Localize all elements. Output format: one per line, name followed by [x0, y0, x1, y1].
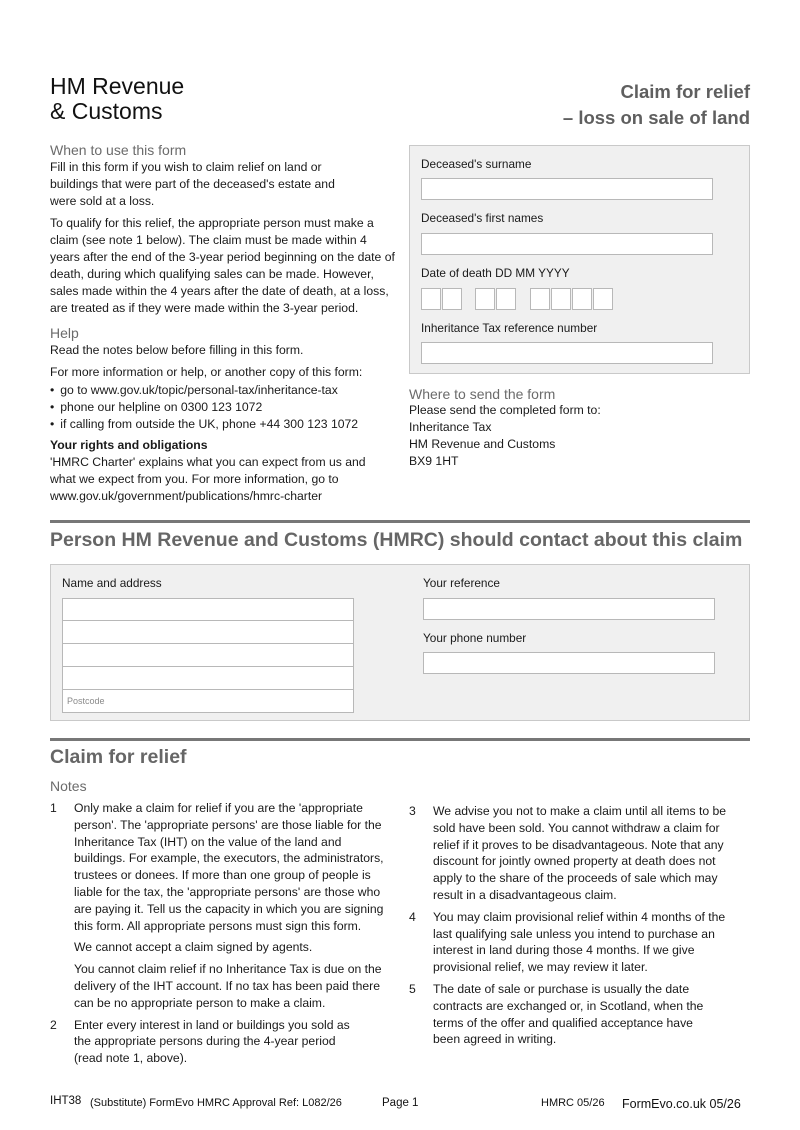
- logo-line2: & Customs: [50, 98, 163, 124]
- note-item: [409, 803, 742, 904]
- first-names-label: Deceased's first names: [421, 211, 544, 225]
- where-to-send-line: Please send the completed form to:: [409, 403, 601, 417]
- note-text: Only make a claim for relief if you are the 'appropriate person'. The 'appropriate persons' are those liable for the Inheritance Tax (IHT) on the value of the land and buildings. For example, the executors, the administrators, trustees or donees. If more than one group of people is liable for the tax, the 'appropriate persons' are those who are paying it. Tell us the capacity in which you are signing this form. All appropriate persons must sign this form.: [74, 801, 384, 933]
- surname-input[interactable]: [421, 178, 713, 200]
- rights-heading: Your rights and obligations: [50, 438, 208, 452]
- footer-page-number: Page 1: [382, 1097, 419, 1109]
- postcode-field[interactable]: [62, 690, 354, 713]
- dod-year-box[interactable]: [572, 288, 592, 310]
- help-bullet: • go to www.gov.uk/topic/personal-tax/inheritance-tax: [50, 382, 395, 399]
- your-phone-label: Your phone number: [423, 631, 527, 645]
- help-bullets: [50, 382, 395, 433]
- note-number: 5: [409, 981, 416, 996]
- help-para1: Read the notes below before filling in this form.: [50, 343, 304, 357]
- note-text: You may claim provisional relief within 4 months of the last qualifying sale unless you intend to purchase an interest in land during those 4 months. If we give provisional relief, we may review it later.: [433, 909, 726, 975]
- note-number: 3: [409, 804, 416, 818]
- your-reference-input[interactable]: [423, 598, 715, 620]
- date-of-death-boxes: [421, 288, 613, 315]
- note-text: Enter every interest in land or buildings you sold as the appropriate persons during the 4-year period (read note 1, above).: [74, 1017, 350, 1066]
- when-to-use-para2: To qualify for this relief, the appropriate person must make a claim (see note 1 below). The claim must be made within 4 years after the end of the 3-year period beginning on the date of death, during which qualifying sales can be made. However, sales made within the 4 years after the date of death, at a loss, are treated as if they were made within the 3-year period.: [50, 216, 395, 315]
- section-divider: [50, 738, 750, 741]
- footer-approval-ref: (Substitute) FormEvo HMRC Approval Ref: L082/26: [90, 1097, 342, 1109]
- where-to-send-line: BX9 1HT: [409, 454, 459, 468]
- help-bullet: • phone our helpline on 0300 123 1072: [50, 399, 395, 416]
- when-to-use-heading: When to use this form: [50, 142, 187, 158]
- note-item: [409, 909, 742, 976]
- address-line-4[interactable]: [62, 667, 354, 690]
- where-to-send: [409, 386, 601, 470]
- notes-left-column: [50, 800, 392, 1077]
- logo-line1: HM Revenue: [50, 73, 185, 99]
- form-title: [563, 79, 750, 131]
- note-number: 4: [409, 909, 416, 924]
- postcode-placeholder: Postcode: [67, 696, 105, 706]
- date-of-death-label: Date of death DD MM YYYY: [421, 266, 570, 280]
- help-heading: Help: [50, 325, 79, 341]
- your-phone-input[interactable]: [423, 652, 715, 674]
- iht-reference-input[interactable]: [421, 342, 713, 364]
- footer-hmrc-date: HMRC 05/26: [541, 1097, 605, 1109]
- note-number: 2: [50, 1017, 57, 1032]
- contact-box: [50, 564, 750, 721]
- section-divider: [50, 520, 750, 523]
- name-address-label: Name and address: [62, 576, 162, 590]
- address-line-3[interactable]: [62, 644, 354, 667]
- dod-day-box[interactable]: [442, 288, 462, 310]
- note-text: We cannot accept a claim signed by agents.: [74, 940, 313, 955]
- where-to-send-line: HM Revenue and Customs: [409, 437, 556, 451]
- first-names-input[interactable]: [421, 233, 713, 255]
- note-item: [50, 1017, 392, 1072]
- footer-form-code: IHT38: [50, 1095, 82, 1107]
- note-text: We advise you not to make a claim until all items to be sold have been sold. You cannot withdraw a claim for relief if it proves to be disadvantageous. Note that any discount for jointly owned property at death does not apply to the share of the proceeds of sale which may result in a disadvantageous claim.: [433, 804, 727, 902]
- dod-month-box[interactable]: [496, 288, 516, 310]
- dod-year-box[interactable]: [593, 288, 613, 310]
- footer-formevo: FormEvo.co.uk 05/26: [622, 1097, 741, 1111]
- iht-reference-label: Inheritance Tax reference number: [421, 321, 598, 335]
- dod-month-box[interactable]: [475, 288, 495, 310]
- dod-year-box[interactable]: [530, 288, 550, 310]
- notes-heading: Notes: [50, 778, 87, 794]
- form-title-line2: – loss on sale of land: [562, 107, 750, 128]
- name-address-field: [62, 598, 354, 713]
- info-column: [50, 142, 395, 505]
- note-item: [50, 800, 392, 1012]
- dod-year-box[interactable]: [551, 288, 571, 310]
- deceased-details-box: [409, 145, 750, 374]
- where-to-send-heading: Where to send the form: [409, 386, 556, 402]
- notes-right-column: [409, 803, 742, 1058]
- note-text: The date of sale or purchase is usually the date contracts are exchanged or, in Scotland, when the terms of the offer and qualified acceptance have been agreed in writing.: [433, 981, 704, 1047]
- address-line-2[interactable]: [62, 621, 354, 644]
- claim-section-heading: Claim for relief: [50, 746, 187, 768]
- rights-text: 'HMRC Charter' explains what you can expect from us and what we expect from you. For more information, go to www.gov.uk/government/publications/hmrc-charter: [50, 455, 366, 503]
- address-line-1[interactable]: [62, 598, 354, 621]
- when-to-use-para1: Fill in this form if you wish to claim relief on land or buildings that were part of the deceased's estate and were sold at a loss.: [50, 160, 335, 208]
- dod-day-box[interactable]: [421, 288, 441, 310]
- form-title-line1: Claim for relief: [620, 81, 750, 102]
- help-para2: For more information or help, or another copy of this form:: [50, 365, 363, 379]
- help-bullet: • if calling from outside the UK, phone +44 300 123 1072: [50, 416, 395, 433]
- hmrc-logo: [50, 74, 184, 124]
- where-to-send-line: Inheritance Tax: [409, 420, 492, 434]
- note-number: 1: [50, 801, 57, 815]
- note-item: [409, 981, 742, 1053]
- contact-section-heading: Person HM Revenue and Customs (HMRC) should contact about this claim: [50, 529, 743, 551]
- note-text: You cannot claim relief if no Inheritance Tax is due on the delivery of the IHT account. If no tax has been paid there can be no appropriate person to make a claim.: [74, 962, 382, 1010]
- surname-label: Deceased's surname: [421, 157, 532, 171]
- your-reference-label: Your reference: [423, 576, 500, 590]
